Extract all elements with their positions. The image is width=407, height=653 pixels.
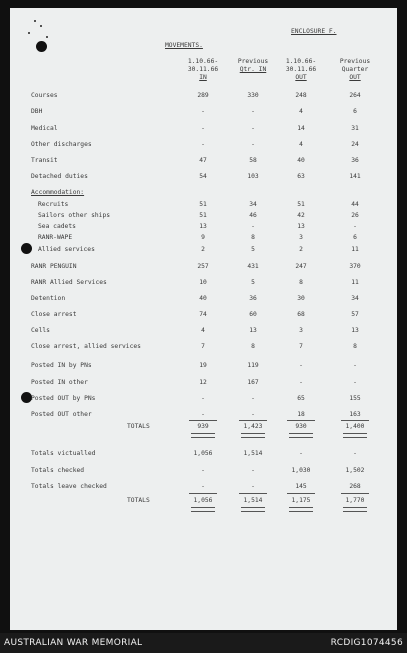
double-rule <box>343 507 367 512</box>
table-cell: 11 <box>351 246 359 253</box>
table-cell: 13 <box>297 223 305 230</box>
table-cell: 34 <box>249 201 257 208</box>
column-header-line2: Quarter <box>341 66 369 73</box>
table-cell: 5 <box>251 279 255 286</box>
table-cell: 8 <box>251 343 255 350</box>
column-header-line2: 30.11.66 <box>285 66 317 73</box>
table-cell: - <box>299 379 303 386</box>
table-cell: 74 <box>199 311 207 318</box>
row-label: RANR-WAPE <box>38 234 73 241</box>
double-rule <box>191 507 215 512</box>
table-cell: 46 <box>249 212 257 219</box>
table-cell: 65 <box>297 395 305 402</box>
table-cell: 30 <box>297 295 305 302</box>
table-cell: 14 <box>297 125 305 132</box>
table-cell: 13 <box>249 327 257 334</box>
sum-rule <box>189 493 217 494</box>
total-cell: 939 <box>197 423 209 430</box>
table-cell: - <box>353 450 357 457</box>
column-header-line3: OUT <box>295 74 307 81</box>
table-cell: - <box>353 362 357 369</box>
column-header-line1: Previous <box>339 58 371 65</box>
table-cell: 2 <box>201 246 205 253</box>
table-cell: 2 <box>299 246 303 253</box>
ink-speck <box>40 25 42 27</box>
double-rule <box>191 433 215 438</box>
page-title: MOVEMENTS. <box>165 42 203 49</box>
total-cell: 1,770 <box>345 497 365 504</box>
table-cell: 1,030 <box>291 467 311 474</box>
table-cell: 10 <box>199 279 207 286</box>
total-cell: 1,056 <box>193 497 213 504</box>
table-cell: - <box>251 395 255 402</box>
double-rule <box>289 433 313 438</box>
table-cell: 248 <box>295 92 307 99</box>
table-cell: 8 <box>299 279 303 286</box>
row-label: Posted OUT by PNs <box>31 395 96 402</box>
row-label: Sea cadets <box>38 223 76 230</box>
table-cell: 6 <box>353 234 357 241</box>
ink-speck <box>46 36 48 38</box>
double-rule <box>343 433 367 438</box>
table-cell: 1,502 <box>345 467 365 474</box>
table-cell: 34 <box>351 295 359 302</box>
column-header-line2: 30.11.66 <box>187 66 219 73</box>
table-cell: 3 <box>299 234 303 241</box>
table-cell: 9 <box>201 234 205 241</box>
column-header-line3: OUT <box>349 74 361 81</box>
row-label: Accommodation: <box>31 189 85 196</box>
table-cell: 40 <box>297 157 305 164</box>
sum-rule <box>287 493 315 494</box>
table-cell: 264 <box>349 92 361 99</box>
row-label: Other discharges <box>31 141 92 148</box>
table-cell: - <box>251 483 255 490</box>
row-label: Close arrest <box>31 311 77 318</box>
table-cell: 4 <box>201 327 205 334</box>
table-cell: 155 <box>349 395 361 402</box>
ink-speck <box>34 20 36 22</box>
table-cell: 42 <box>297 212 305 219</box>
table-cell: - <box>251 411 255 418</box>
row-label: Detention <box>31 295 66 302</box>
row-label: Posted IN other <box>31 379 88 386</box>
table-cell: - <box>201 141 205 148</box>
table-cell: 145 <box>295 483 307 490</box>
document-page <box>10 8 397 630</box>
table-cell: 5 <box>251 246 255 253</box>
table-cell: - <box>299 450 303 457</box>
table-cell: - <box>201 108 205 115</box>
footer-source: AUSTRALIAN WAR MEMORIAL <box>4 638 143 648</box>
table-cell: 330 <box>247 92 259 99</box>
table-cell: - <box>201 467 205 474</box>
row-label: Detached duties <box>31 173 88 180</box>
table-cell: 370 <box>349 263 361 270</box>
row-label: Totals victualled <box>31 450 96 457</box>
table-cell: 163 <box>349 411 361 418</box>
punch-hole <box>36 41 47 52</box>
table-cell: - <box>251 223 255 230</box>
table-cell: 13 <box>351 327 359 334</box>
totals-label: TOTALS <box>127 497 150 504</box>
column-header-line1: 1.10.66- <box>187 58 219 65</box>
double-rule <box>289 507 313 512</box>
table-cell: 257 <box>197 263 209 270</box>
table-cell: 40 <box>199 295 207 302</box>
table-cell: 7 <box>299 343 303 350</box>
table-cell: 54 <box>199 173 207 180</box>
table-cell: 36 <box>249 295 257 302</box>
row-label: Posted IN by PNs <box>31 362 92 369</box>
table-cell: 289 <box>197 92 209 99</box>
total-cell: 1,400 <box>345 423 365 430</box>
table-cell: 13 <box>199 223 207 230</box>
table-cell: 18 <box>297 411 305 418</box>
row-label: Recruits <box>38 201 69 208</box>
table-cell: 12 <box>199 379 207 386</box>
table-cell: 51 <box>297 201 305 208</box>
row-label: Allied services <box>38 246 95 253</box>
punch-hole <box>21 243 32 254</box>
table-cell: 47 <box>199 157 207 164</box>
table-cell: - <box>251 467 255 474</box>
table-cell: 44 <box>351 201 359 208</box>
table-cell: 247 <box>295 263 307 270</box>
table-cell: 119 <box>247 362 259 369</box>
table-cell: 60 <box>249 311 257 318</box>
column-header-line3: IN <box>199 74 207 81</box>
archive-footer <box>0 633 407 653</box>
table-cell: 6 <box>353 108 357 115</box>
table-cell: 11 <box>351 279 359 286</box>
table-cell: 51 <box>199 201 207 208</box>
table-cell: 1,514 <box>243 450 263 457</box>
table-cell: 31 <box>351 125 359 132</box>
table-cell: - <box>251 141 255 148</box>
table-cell: 58 <box>249 157 257 164</box>
table-cell: 36 <box>351 157 359 164</box>
row-label: Close arrest, allied services <box>31 343 141 350</box>
totals-label: TOTALS <box>127 423 150 430</box>
table-cell: - <box>251 125 255 132</box>
table-cell: 51 <box>199 212 207 219</box>
table-cell: 63 <box>297 173 305 180</box>
row-label: Transit <box>31 157 58 164</box>
table-cell: 24 <box>351 141 359 148</box>
table-cell: 141 <box>349 173 361 180</box>
table-cell: 19 <box>199 362 207 369</box>
row-label: Medical <box>31 125 58 132</box>
column-header-line1: Previous <box>237 58 269 65</box>
table-cell: - <box>201 411 205 418</box>
row-label: Totals checked <box>31 467 85 474</box>
table-cell: 268 <box>349 483 361 490</box>
table-cell: 57 <box>351 311 359 318</box>
double-rule <box>241 433 265 438</box>
table-cell: 431 <box>247 263 259 270</box>
table-cell: - <box>201 483 205 490</box>
column-header-line1: 1.10.66- <box>285 58 317 65</box>
table-cell: 4 <box>299 108 303 115</box>
row-label: Totals leave checked <box>31 483 107 490</box>
table-cell: - <box>201 395 205 402</box>
table-cell: 8 <box>353 343 357 350</box>
column-header-line2: Qtr. IN <box>239 66 267 73</box>
table-cell: 7 <box>201 343 205 350</box>
row-label: RANR PENGUIN <box>31 263 77 270</box>
table-cell: 26 <box>351 212 359 219</box>
table-cell: - <box>353 379 357 386</box>
row-label: Posted OUT other <box>31 411 92 418</box>
table-cell: - <box>299 362 303 369</box>
table-cell: 68 <box>297 311 305 318</box>
sum-rule <box>239 420 267 421</box>
ink-speck <box>28 32 30 34</box>
sum-rule <box>341 493 369 494</box>
row-label: Cells <box>31 327 50 334</box>
table-cell: 3 <box>299 327 303 334</box>
table-cell: - <box>201 125 205 132</box>
sum-rule <box>189 420 217 421</box>
row-label: Sailors other ships <box>38 212 111 219</box>
table-cell: 8 <box>251 234 255 241</box>
total-cell: 1,514 <box>243 497 263 504</box>
total-cell: 1,175 <box>291 497 311 504</box>
sum-rule <box>287 420 315 421</box>
row-label: Courses <box>31 92 58 99</box>
table-cell: 167 <box>247 379 259 386</box>
row-label: DBH <box>31 108 43 115</box>
table-cell: 4 <box>299 141 303 148</box>
enclosure-label: ENCLOSURE F. <box>291 28 337 35</box>
table-cell: - <box>251 108 255 115</box>
sum-rule <box>239 493 267 494</box>
table-cell: 103 <box>247 173 259 180</box>
row-label: RANR Allied Services <box>31 279 107 286</box>
footer-reference: RCDIG1074456 <box>330 638 403 648</box>
sum-rule <box>341 420 369 421</box>
table-cell: 1,056 <box>193 450 213 457</box>
table-cell: - <box>353 223 357 230</box>
double-rule <box>241 507 265 512</box>
total-cell: 930 <box>295 423 307 430</box>
total-cell: 1,423 <box>243 423 263 430</box>
